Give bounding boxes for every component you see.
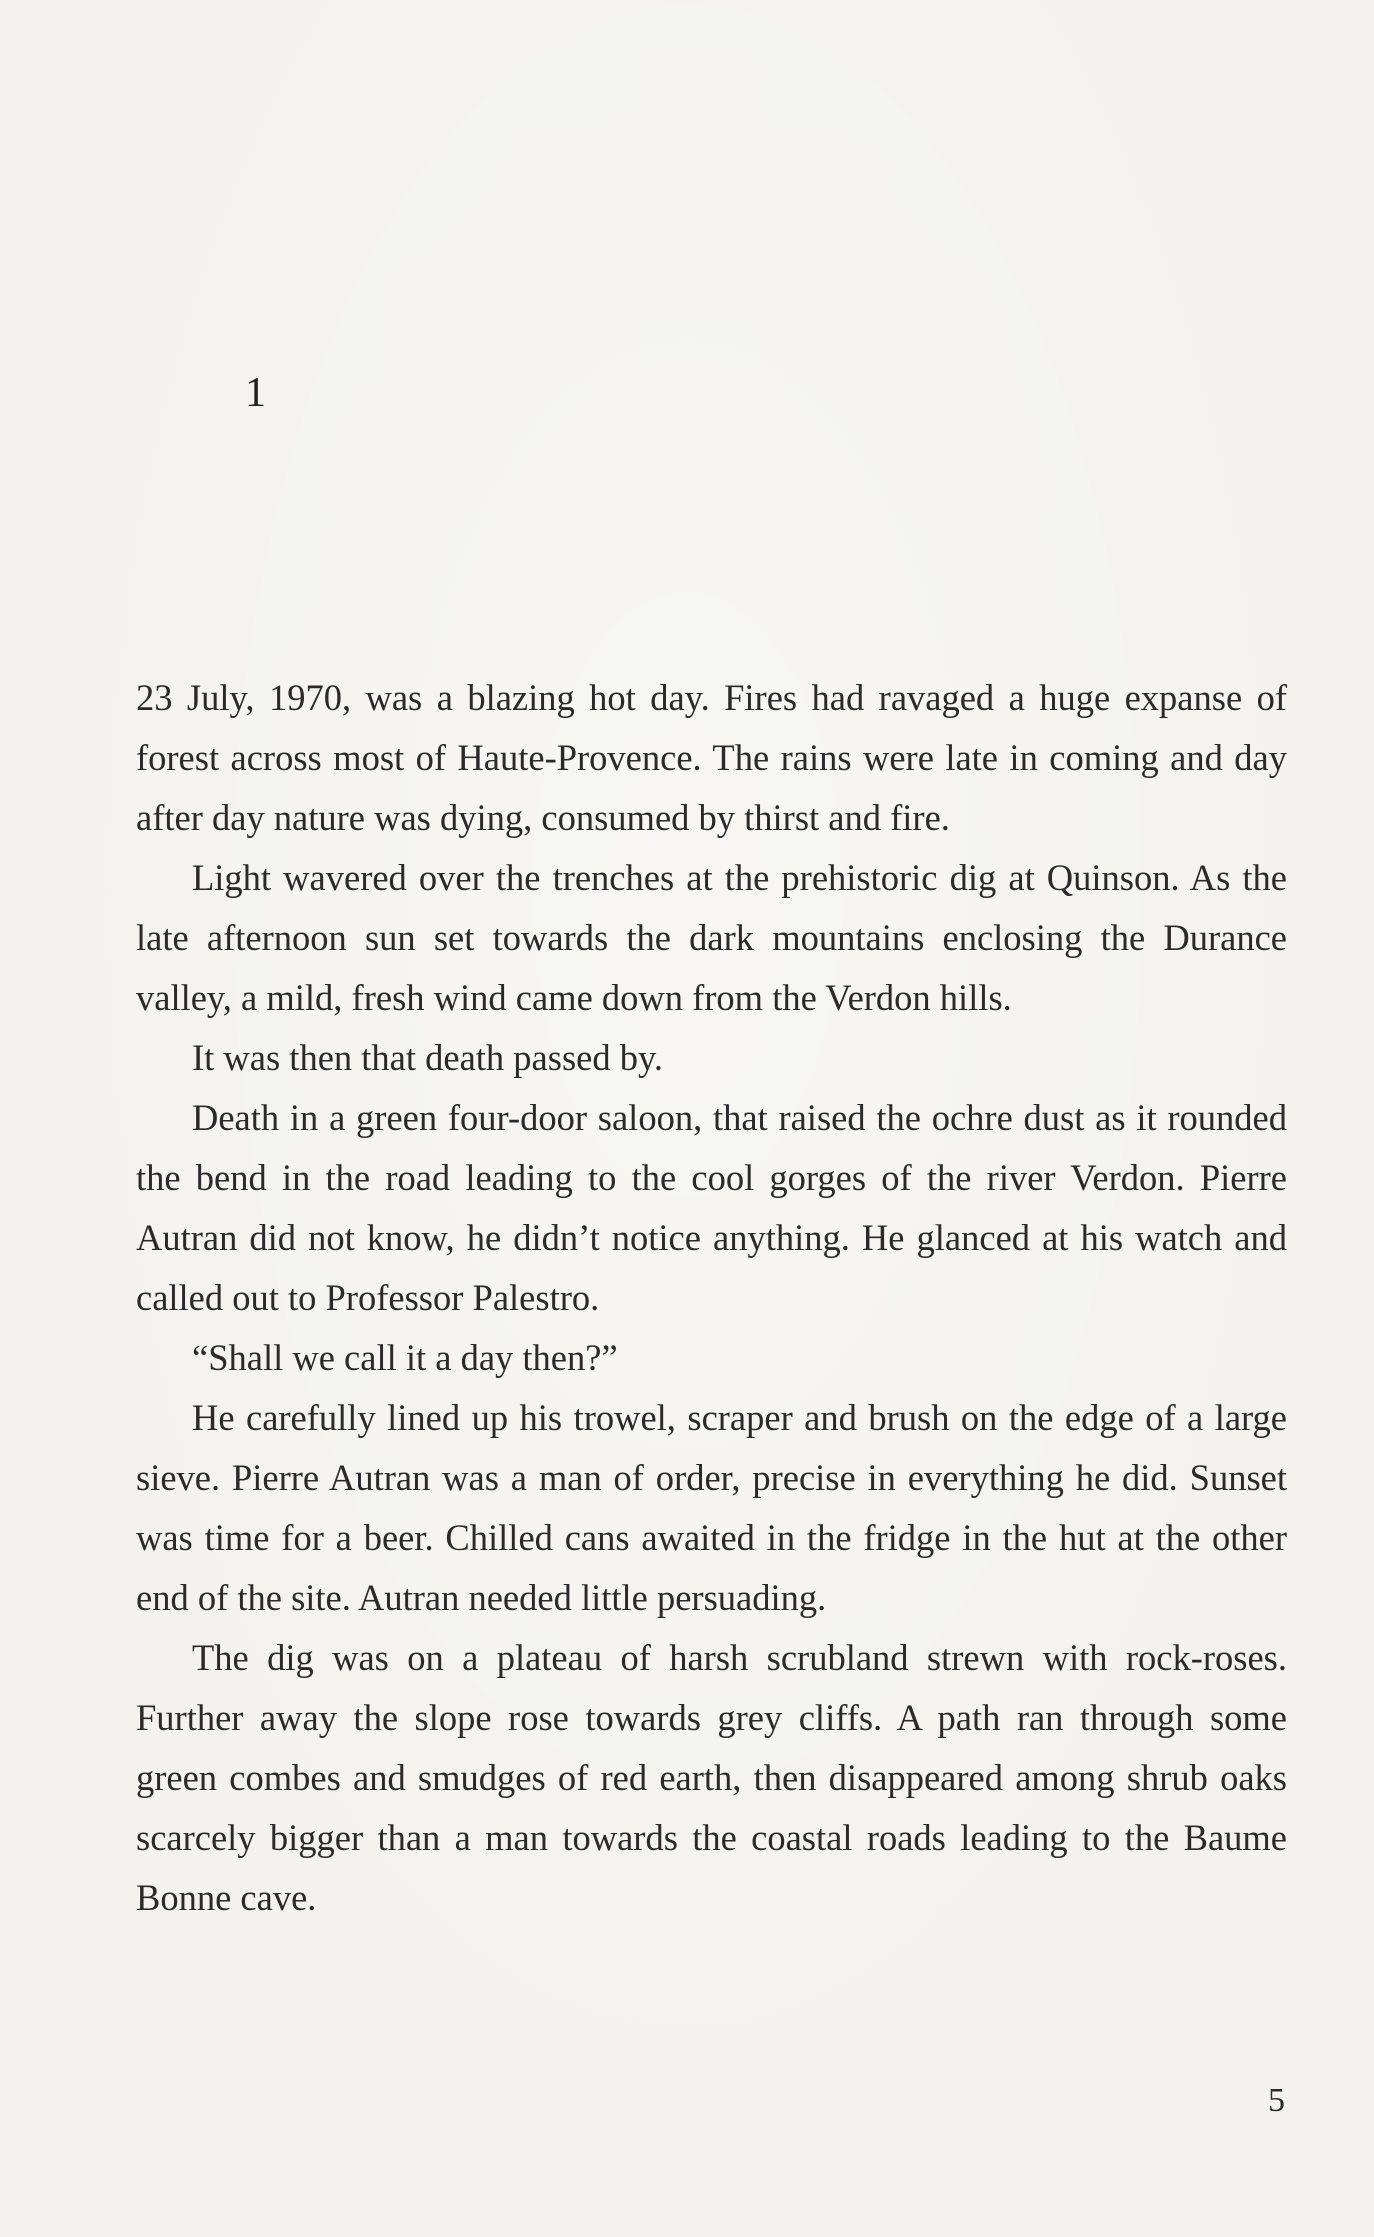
chapter-number: 1 bbox=[245, 370, 266, 416]
paragraph-6: He carefully lined up his trowel, scraper and brush on the edge of a large sieve. Pierre Autran was a man of order, precise in everything he did. Sunset was time for a beer. Chilled cans awaited in the fridge in the hut at the other end of the site. Autran needed little persuading. bbox=[136, 1397, 1287, 1618]
paragraph-2: Light wavered over the trenches at the prehistoric dig at Quinson. As the late afternoon sun set towards the dark mountains enclosing the Durance valley, a mild, fresh wind came down from the Verdon hills. bbox=[136, 857, 1287, 1018]
page-number: 5 bbox=[1268, 2082, 1285, 2119]
paragraph-4: Death in a green four-door saloon, that raised the ochre dust as it rounded the bend in the road leading to the cool gorges of the river Verdon. Pierre Autran did not know, he didn’t notice anything. He glanced at his watch and called out to Professor Palestro. bbox=[136, 1097, 1287, 1318]
paragraph-5: “Shall we call it a day then?” bbox=[192, 1337, 618, 1378]
chapter-body bbox=[136, 668, 1287, 1928]
paragraph-7: The dig was on a plateau of harsh scrubland strewn with rock-roses. Further away the slope rose towards grey cliffs. A path ran through some green combes and smudges of red earth, then disappeared among shrub oaks scarcely bigger than a man towards the coastal roads leading to the Baume Bonne cave. bbox=[136, 1637, 1287, 1918]
paragraph-1: 23 July, 1970, was a blazing hot day. Fires had ravaged a huge expanse of forest across most of Haute-Provence. The rains were late in coming and day after day nature was dying, consumed by thirst and fire. bbox=[136, 677, 1287, 838]
paragraph-3: It was then that death passed by. bbox=[192, 1037, 663, 1078]
